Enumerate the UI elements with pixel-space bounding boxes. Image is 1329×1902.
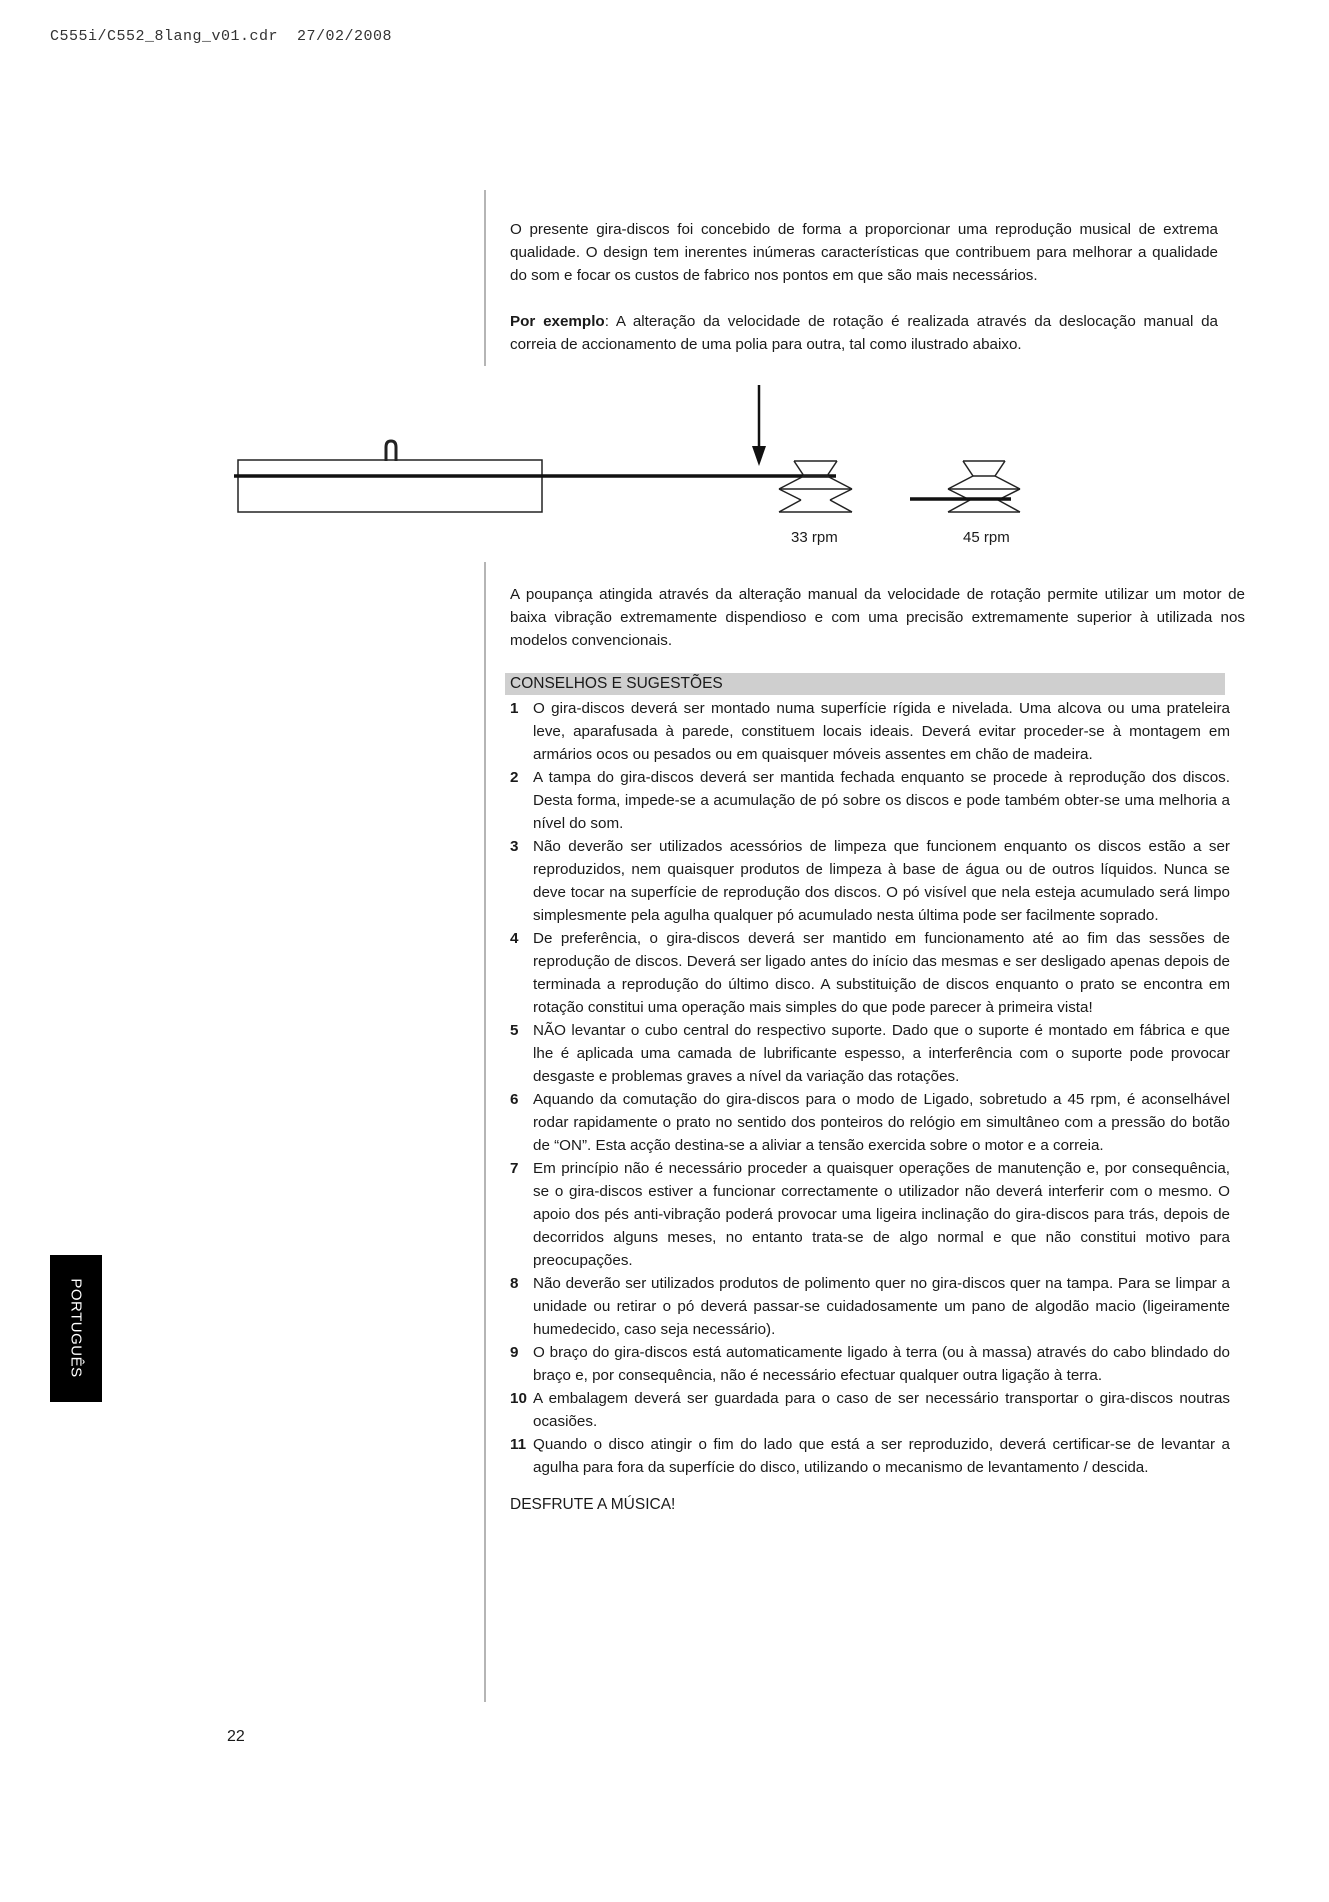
intro-paragraph: O presente gira-discos foi concebido de forma a proporcionar uma reprodução musical de extrema qualidade. O design tem inerentes inúmeras características que contribuem para melhorar a qualidade do som e focar os custos de fabrico nos pontos em que são mais necessários. — [510, 221, 1218, 284]
tip-item — [510, 1433, 1230, 1479]
tips-section-title: CONSELHOS E SUGESTÕES — [505, 673, 1225, 695]
label-33-rpm: 33 rpm — [791, 529, 838, 546]
tip-number: 3 — [510, 838, 519, 855]
label-45-rpm: 45 rpm — [963, 529, 1010, 546]
tip-number: 1 — [510, 700, 519, 717]
tip-item — [510, 1387, 1230, 1433]
arrow-down-icon — [752, 446, 766, 466]
tip-text: Em princípio não é necessário proceder a quaisquer operações de manutenção e, por consequência, se o gira-discos estiver a funcionar correctamente o utilizador não deverá interferir com o mesmo. O apoio dos pés anti-vibração poderá provocar uma ligeira inclinação do gira-discos para trás, depois de decorridos alguns meses, no entanto trata-se de algo normal e que não constitui motivo para preocupações. — [533, 1160, 1230, 1269]
tip-text: NÃO levantar o cubo central do respectivo suporte. Dado que o suporte é montado em fábrica e que lhe é aplicada uma camada de lubrificante espesso, a interferência com o suporte pode provocar desgaste e problemas graves a nível da variação das rotações. — [533, 1022, 1230, 1085]
tip-text: A embalagem deverá ser guardada para o caso de ser necessário transportar o gira-discos noutras ocasiões. — [533, 1390, 1230, 1430]
closing-line: DESFRUTE A MÚSICA! — [510, 1496, 676, 1513]
example-label: Por exemplo — [510, 313, 605, 330]
page-number: 22 — [227, 1728, 245, 1745]
tip-item — [510, 835, 1230, 927]
tip-number: 6 — [510, 1091, 519, 1108]
platter-shape — [238, 460, 542, 512]
tip-number: 4 — [510, 930, 519, 947]
tip-text: Não deverão ser utilizados acessórios de limpeza que funcionem enquanto os discos estão a ser reproduzidos, nem quaisquer produtos de limpeza à base de água ou de outros líquidos. Nunca se deve tocar na superfície de reprodução dos discos. O pó visível que nela esteja acumulado será limpo simplesmente pela agulha qualquer pó acumulado nesta última pode ser facilmente soprado. — [533, 838, 1230, 924]
tip-item — [510, 1019, 1230, 1088]
tip-number: 10 — [510, 1390, 527, 1407]
tip-number: 7 — [510, 1160, 519, 1177]
tip-item — [510, 1341, 1230, 1387]
tip-number: 9 — [510, 1344, 519, 1361]
tip-number: 5 — [510, 1022, 519, 1039]
language-tab-label: PORTUGUÊS — [67, 1278, 85, 1378]
tip-text: Não deverão ser utilizados produtos de polimento quer no gira-discos quer na tampa. Para se limpar a unidade ou retirar o pó deverá passar-se cuidadosamente um pano de algodão macio (ligeiramente humedecido, caso seja necessário). — [533, 1275, 1230, 1338]
tip-text: Aquando da comutação do gira-discos para o modo de Ligado, sobretudo a 45 rpm, é aconselhável rodar rapidamente o prato no sentido dos ponteiros do relógio em simultâneo com a pressão do botão de “ON”. Esta acção destina-se a aliviar a tensão exercida sobre o motor e a correia. — [533, 1091, 1230, 1154]
tip-number: 2 — [510, 769, 519, 786]
example-text: : A alteração da velocidade de rotação é realizada através da deslocação manual da correia de accionamento de uma polia para outra, tal como ilustrado abaixo. — [510, 313, 1218, 353]
tip-text: A tampa do gira-discos deverá ser mantida fechada enquanto se procede à reprodução dos discos. Desta forma, impede-se a acumulação de pó sobre os discos e pode também obter-se uma melhoria a nível do som. — [533, 769, 1230, 832]
language-tab — [50, 1255, 102, 1402]
tip-text: O gira-discos deverá ser montado numa superfície rígida e nivelada. Uma alcova ou uma prateleira leve, aparafusada à parede, constituem locais ideais. Deverá evitar proceder-se à montagem em armários ocos ou pesados ou em quaisquer móveis assentes em chão de madeira. — [533, 700, 1230, 763]
tip-item — [510, 697, 1230, 766]
tip-item — [510, 766, 1230, 835]
pulley-33-shape — [779, 461, 852, 512]
tip-item — [510, 1157, 1230, 1272]
file-info-header: C555i/C552_8lang_v01.cdr 27/02/2008 — [50, 28, 393, 45]
column-divider-bottom — [484, 562, 486, 1702]
tip-number: 8 — [510, 1275, 519, 1292]
tip-text: De preferência, o gira-discos deverá ser mantido em funcionamento até ao fim das sessões de reprodução de discos. Deverá ser ligado antes do início das mesmas e ser desligado apenas depois de terminada a reprodução do último disco. A substituição de discos enquanto o prato se encontra em rotação constitui uma operação mais simples do que pode parecer à primeira vista! — [533, 930, 1230, 1016]
pulley-45-shape — [948, 461, 1020, 512]
tip-text: O braço do gira-discos está automaticamente ligado à terra (ou à massa) através do cabo blindado do braço e, por consequência, não é necessário efectuar qualquer outra ligação à terra. — [533, 1344, 1230, 1384]
tip-item — [510, 1272, 1230, 1341]
tip-text: Quando o disco atingir o fim do lado que está a ser reproduzido, deverá certificar-se de levantar a agulha para fora da superfície do disco, utilizando o mecanismo de levantamento / descida. — [533, 1436, 1230, 1476]
tips-list — [510, 697, 1230, 1479]
savings-paragraph: A poupança atingida através da alteração manual da velocidade de rotação permite utilizar um motor de baixa vibração extremamente dispendioso e com uma precisão extremamente superior à utilizada nos modelos convencionais. — [510, 586, 1245, 649]
tip-item — [510, 927, 1230, 1019]
spindle-shape — [386, 441, 396, 461]
tip-number: 11 — [510, 1436, 527, 1453]
tip-item — [510, 1088, 1230, 1157]
belt-pulley-diagram — [0, 0, 1329, 560]
